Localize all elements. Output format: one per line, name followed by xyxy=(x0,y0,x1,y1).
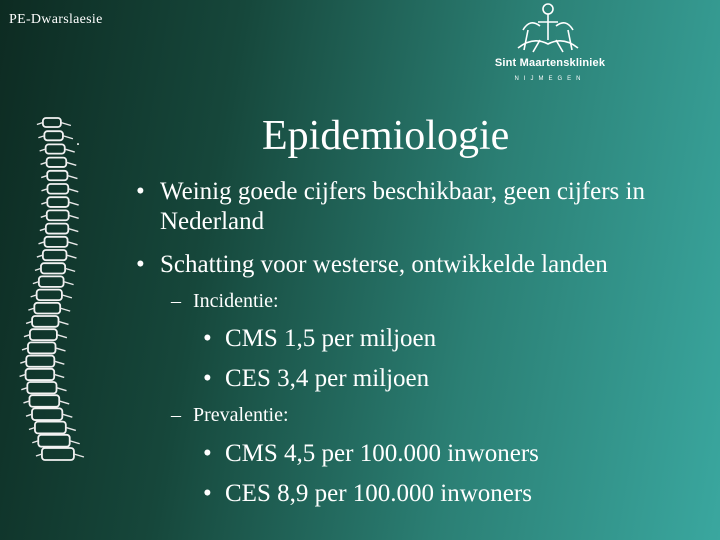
sub-bullet-text: Prevalentie: xyxy=(193,404,289,426)
dash-marker: – xyxy=(171,290,181,312)
sub-sub-bullet-item xyxy=(203,479,532,509)
bullet-marker: • xyxy=(203,325,212,352)
sub-sub-bullet-item xyxy=(203,439,539,469)
bullet-marker: • xyxy=(136,251,145,278)
header-text: PE-Dwarslaesie xyxy=(9,12,103,27)
sub-bullet-item xyxy=(171,402,289,428)
bullet-item xyxy=(136,250,700,280)
bullet-marker: • xyxy=(136,178,145,205)
bullet-marker: • xyxy=(203,440,212,467)
bullet-marker: • xyxy=(203,365,212,392)
sub-sub-bullet-text: CMS 4,5 per 100.000 inwoners xyxy=(225,440,539,467)
logo-city: NIJMEGEN xyxy=(514,76,586,82)
sub-sub-bullet-text: CES 8,9 per 100.000 inwoners xyxy=(225,480,532,507)
sub-sub-bullet-text: CES 3,4 per miljoen xyxy=(225,365,430,392)
bullet-text: Schatting voor westerse, ontwikkelde landen xyxy=(160,251,608,278)
bullet-item xyxy=(136,177,700,237)
bullet-text: Weinig goede cijfers beschikbaar, geen cijfers in Nederland xyxy=(160,178,645,235)
side-dot: . xyxy=(76,132,80,149)
sub-sub-bullet-item xyxy=(203,364,430,394)
sub-bullet-text: Incidentie: xyxy=(193,290,279,312)
sub-sub-bullet-item xyxy=(203,324,437,354)
slide-title: Epidemiologie xyxy=(262,113,510,159)
sub-sub-bullet-text: CMS 1,5 per miljoen xyxy=(225,325,437,352)
sub-bullet-item xyxy=(171,288,279,314)
bullet-marker: • xyxy=(203,480,212,507)
dash-marker: – xyxy=(171,404,181,426)
spine-illustration-icon xyxy=(10,110,90,465)
logo-name: Sint Maartenskliniek xyxy=(494,57,606,69)
